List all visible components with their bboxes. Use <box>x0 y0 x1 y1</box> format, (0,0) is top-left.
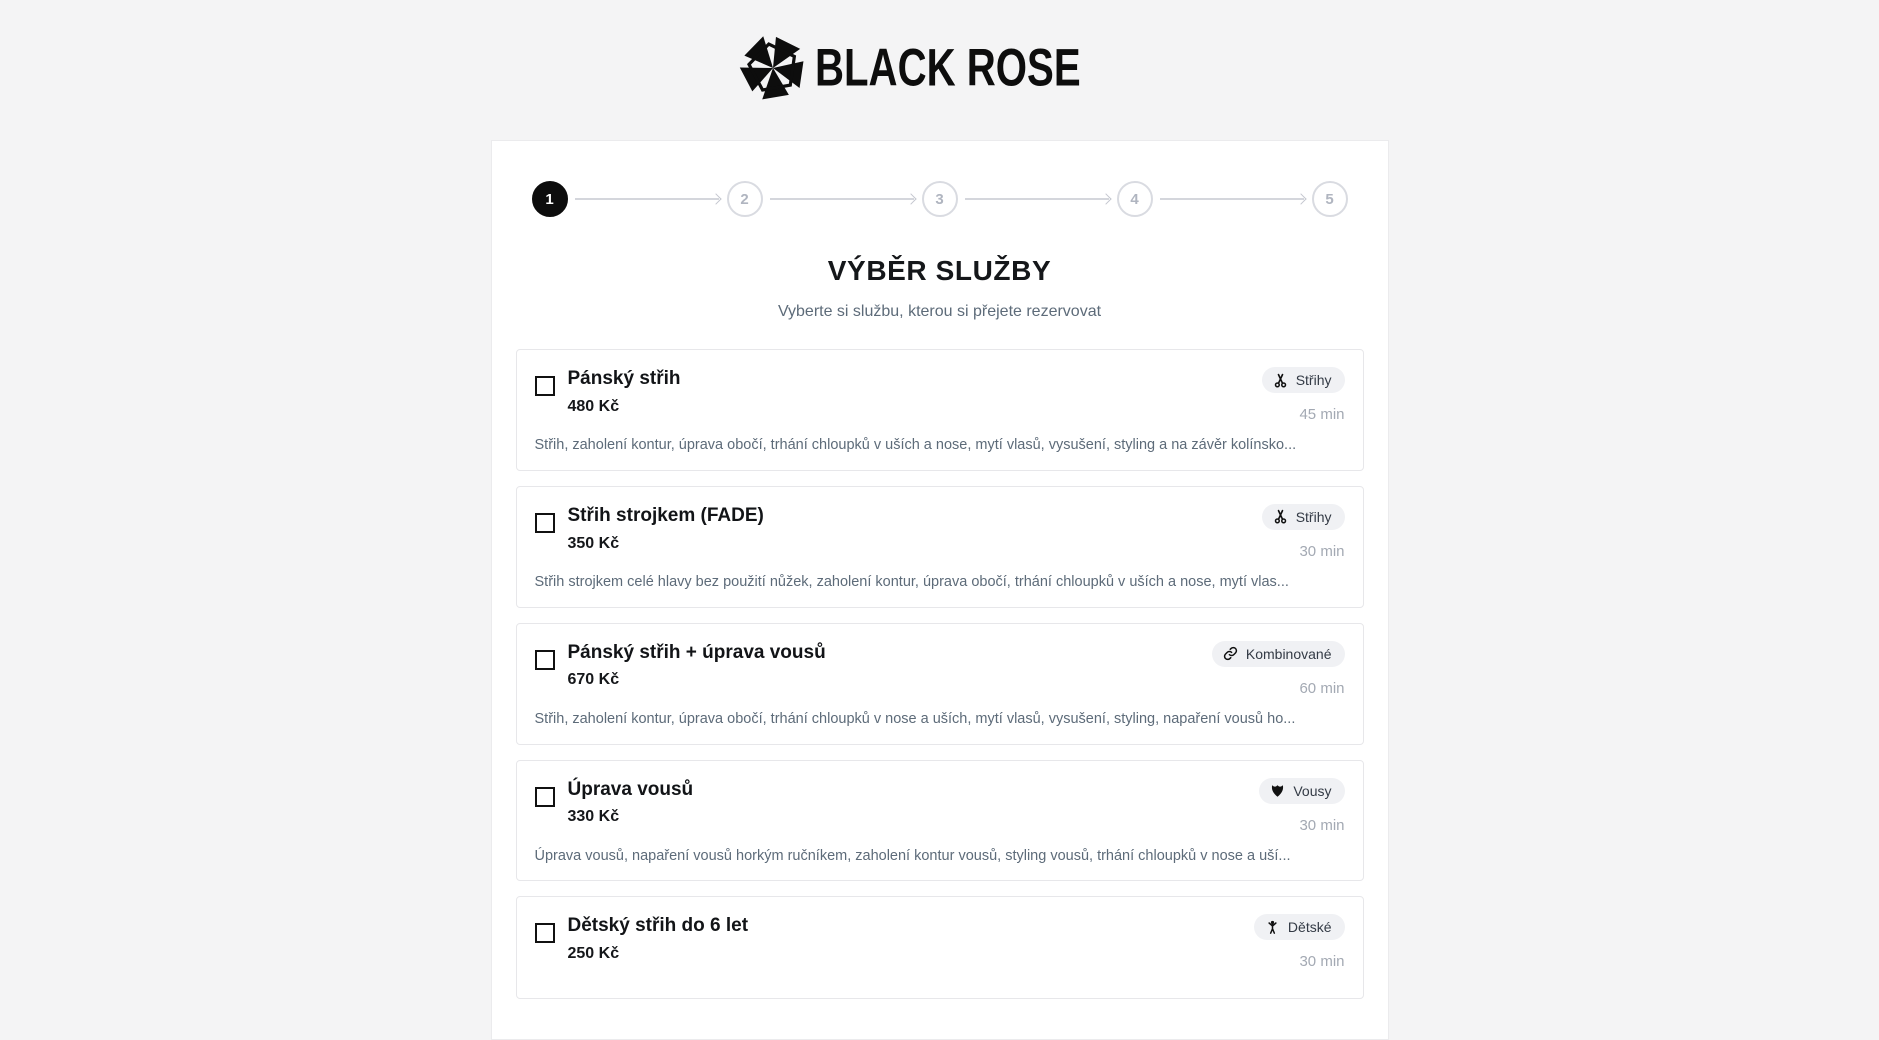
service-card[interactable] <box>516 623 1364 745</box>
category-badge <box>1254 914 1345 940</box>
service-description: Úprava vousů, napaření vousů horkým ručníkem, zaholení kontur vousů, styling vousů, trhání chloupků v nose a uší... <box>534 847 1291 864</box>
page-title: VÝBĚR SLUŽBY <box>827 255 1052 286</box>
step-connector <box>965 195 1110 203</box>
category-badge <box>1262 504 1345 530</box>
brand-logo <box>741 36 1139 100</box>
step-1: 1 <box>532 181 568 217</box>
service-card[interactable] <box>516 486 1364 608</box>
booking-panel <box>491 140 1389 1040</box>
category-badge <box>1259 778 1344 804</box>
service-name: Dětský střih do 6 let <box>567 915 749 937</box>
service-duration: 30 min <box>1299 816 1345 834</box>
category-label: Kombinované <box>1245 645 1332 662</box>
arrow-right-icon <box>710 193 721 204</box>
service-duration: 60 min <box>1299 679 1345 697</box>
service-name: Střih strojkem (FADE) <box>567 504 764 526</box>
step-2: 2 <box>727 181 763 217</box>
service-duration: 45 min <box>1299 406 1345 423</box>
service-card-top <box>535 641 1345 697</box>
service-description: Střih, zaholení kontur, úprava obočí, trhání chloupků v nose a uších, mytí vlasů, vysušení, styling, napaření vousů ho... <box>534 710 1296 727</box>
category-label: Vousy <box>1293 782 1332 799</box>
service-info <box>568 778 694 827</box>
site-header <box>0 0 1879 100</box>
connector-line <box>1160 198 1304 200</box>
service-meta <box>1212 641 1345 697</box>
step-connector <box>770 195 915 203</box>
service-name: Úprava vousů <box>567 778 694 800</box>
service-price: 350 Kč <box>567 534 620 552</box>
service-info <box>568 914 749 963</box>
service-meta <box>1262 504 1345 560</box>
category-label: Střihy <box>1295 372 1332 388</box>
connector-line <box>965 198 1109 200</box>
service-card-top <box>535 504 1345 560</box>
page-subtitle: Vyberte si službu, kterou si přejete rezervovat <box>777 303 1102 320</box>
service-duration: 30 min <box>1299 542 1345 560</box>
service-card[interactable] <box>516 760 1364 882</box>
service-info <box>568 641 826 690</box>
service-description: Střih, zaholení kontur, úprava obočí, trhání chloupků v uších a nose, mytí vlasů, vysušení, styling a na závěr kolínsko... <box>534 437 1297 453</box>
category-badge <box>1212 641 1345 667</box>
rose-pentagon-icon <box>741 36 805 100</box>
arrow-right-icon <box>905 193 916 204</box>
arrow-right-icon <box>1100 193 1111 204</box>
service-price: 670 Kč <box>567 671 620 689</box>
service-card-top <box>535 367 1345 423</box>
service-meta <box>1262 367 1345 423</box>
category-label: Dětské <box>1287 919 1332 936</box>
service-card-top <box>535 778 1345 834</box>
service-info <box>568 367 681 416</box>
connector-line <box>575 198 719 200</box>
service-checkbox[interactable] <box>535 650 555 670</box>
service-checkbox[interactable] <box>535 513 555 533</box>
service-card[interactable] <box>516 896 1364 999</box>
service-card[interactable] <box>516 349 1364 471</box>
stepper <box>516 167 1364 217</box>
step-3: 3 <box>922 181 958 217</box>
service-meta <box>1254 914 1345 970</box>
service-checkbox[interactable] <box>535 376 555 396</box>
service-price: 330 Kč <box>567 808 620 826</box>
service-name: Pánský střih <box>567 368 681 389</box>
beard-icon <box>1270 783 1285 798</box>
step-connector <box>575 195 720 203</box>
service-meta <box>1259 778 1344 834</box>
service-description: Střih strojkem celé hlavy bez použití nůžek, zaholení kontur, úprava obočí, trhání chloupků v uších a nose, mytí vlas... <box>534 573 1289 590</box>
service-checkbox[interactable] <box>535 787 555 807</box>
scissors-icon <box>1273 509 1288 524</box>
link-icon <box>1223 646 1238 661</box>
service-info <box>568 504 764 553</box>
step-connector <box>1160 195 1305 203</box>
arrow-right-icon <box>1295 193 1306 204</box>
category-badge <box>1262 367 1345 393</box>
service-price: 250 Kč <box>567 945 620 963</box>
step-4: 4 <box>1117 181 1153 217</box>
connector-line <box>770 198 914 200</box>
service-duration: 30 min <box>1299 953 1345 971</box>
service-name: Pánský střih + úprava vousů <box>567 641 826 663</box>
scissors-icon <box>1273 373 1288 388</box>
category-label: Střihy <box>1295 508 1332 525</box>
service-list <box>516 349 1364 999</box>
service-card-top <box>535 914 1345 970</box>
service-checkbox[interactable] <box>535 923 555 943</box>
service-price: 480 Kč <box>567 397 620 415</box>
child-icon <box>1265 920 1280 935</box>
brand-name: BLACK ROSE <box>814 38 1081 98</box>
step-5: 5 <box>1312 181 1348 217</box>
